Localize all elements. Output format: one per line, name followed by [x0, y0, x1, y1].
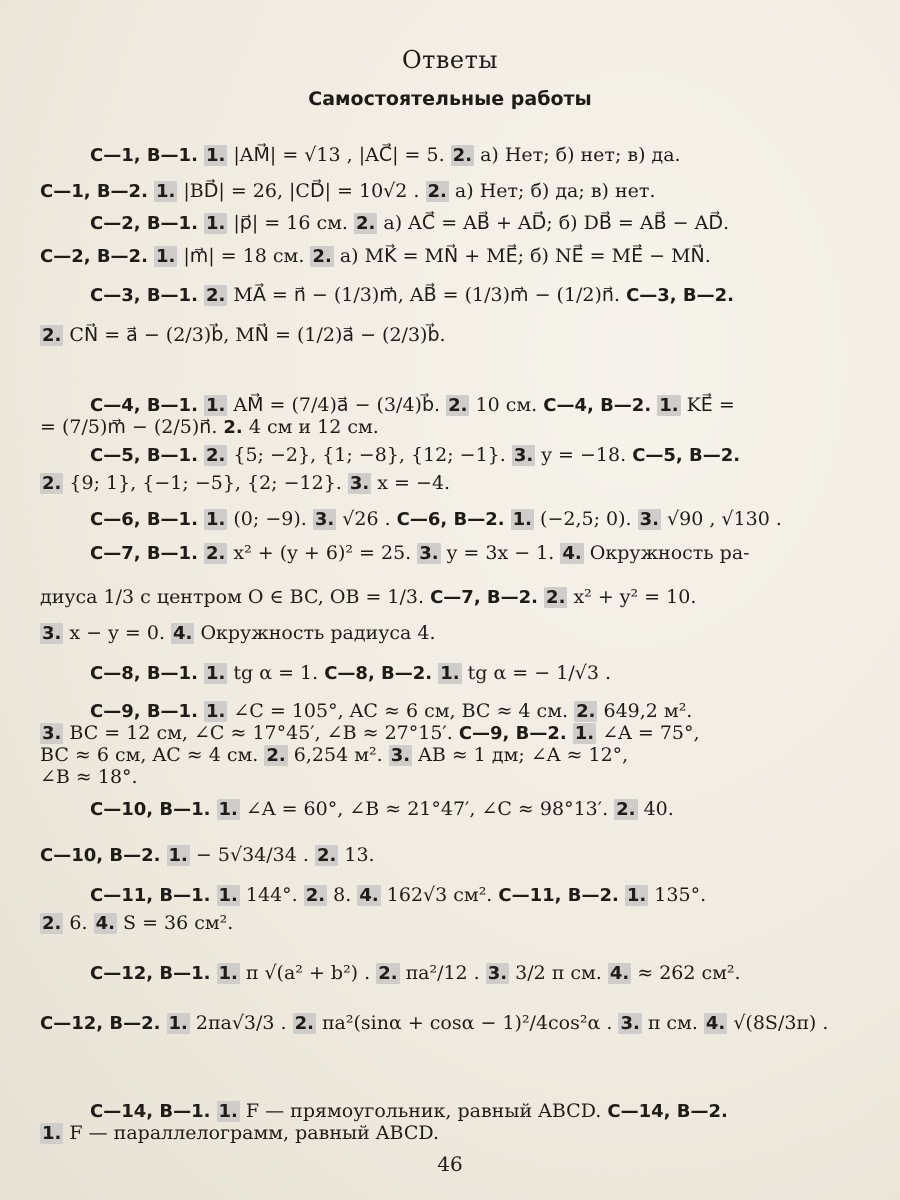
page-number: 46 — [437, 1152, 463, 1176]
variant-label: С—3, В—1. — [90, 285, 198, 306]
variant-label: С—4, В—1. — [90, 395, 198, 416]
answer-text — [619, 884, 625, 906]
answer-line — [40, 1120, 860, 1147]
answer-text — [160, 1012, 166, 1034]
answer-text: x = −4. — [371, 472, 451, 494]
answer-text: 13. — [338, 844, 375, 866]
task-number: 2. — [305, 885, 326, 906]
answer-text: BC ≈ 6 см, AC ≈ 4 см. — [40, 744, 265, 766]
task-number: 4. — [705, 1013, 726, 1034]
answer-line — [40, 470, 860, 497]
variant-label: С—1, В—2. — [40, 181, 148, 202]
answer-text: |p⃗| = 16 см. — [227, 212, 354, 234]
variant-label: С—9, В—1. — [90, 701, 198, 722]
variant-label: 2. — [223, 417, 243, 438]
answer-text: πa²(sinα + cosα − 1)²/4cos²α . — [316, 1012, 619, 1034]
answer-text: ∠A = 75°, — [596, 722, 700, 744]
answer-text: AB ≈ 1 дм; ∠A ≈ 12°, — [412, 744, 629, 766]
answer-line — [40, 243, 860, 270]
task-number: 3. — [42, 723, 62, 744]
answer-line — [40, 540, 900, 567]
answer-line — [40, 842, 860, 869]
task-number: 1. — [512, 509, 532, 530]
answer-line — [40, 142, 900, 169]
answer-text — [210, 798, 216, 820]
answer-text: 8. — [327, 884, 358, 906]
task-number: 1. — [168, 845, 188, 866]
answer-text: 6. — [63, 912, 94, 934]
task-number: 4. — [173, 623, 193, 644]
task-number: 3. — [314, 509, 335, 530]
answer-text: {5; −2}, {1; −8}, {12; −1}. — [227, 444, 512, 466]
variant-label: С—9, В—2. — [458, 723, 567, 744]
answer-text: |m⃗| = 18 см. — [177, 245, 311, 267]
task-number: 3. — [42, 623, 62, 644]
task-number: 3. — [487, 963, 508, 984]
task-number: 2. — [378, 963, 398, 984]
answer-text: ∠B ≈ 18°. — [40, 766, 138, 788]
answer-text: (−2,5; 0). — [534, 508, 638, 530]
answer-text — [210, 962, 216, 984]
task-number: 4. — [359, 885, 379, 906]
answer-text: Окружность радиуса 4. — [194, 622, 436, 644]
answer-text: ∠A = 60°, ∠B ≈ 21°47′, ∠C ≈ 98°13′. — [239, 798, 615, 820]
variant-label: С—2, В—2. — [40, 246, 148, 267]
variant-label: С—1, В—1. — [90, 145, 198, 166]
answer-text: 162√3 см². — [380, 884, 499, 906]
answer-text: πa²/12 . — [399, 962, 486, 984]
task-number: 3. — [639, 509, 659, 530]
answer-text: MA⃗ = n⃗ − (1/3)m⃗, AB⃗ = (1/3)m⃗ − (1/2)n⃗. — [227, 284, 627, 306]
variant-label: С—10, В—1. — [90, 799, 211, 820]
task-number: 4. — [609, 963, 630, 984]
task-number: 1. — [155, 181, 176, 202]
answer-text: tg α = − 1/√3 . — [461, 662, 611, 684]
answer-text: − 5√34/34 . — [189, 844, 315, 866]
variant-label: С—12, В—1. — [90, 963, 211, 984]
answer-text: 3/2 π см. — [509, 962, 608, 984]
task-number: 1. — [205, 213, 226, 234]
section-subtitle: Самостоятельные работы — [308, 88, 592, 110]
answer-text: S = 36 см². — [116, 912, 234, 934]
task-number: 1. — [218, 1101, 238, 1122]
answer-text: 649,2 м². — [597, 700, 693, 722]
task-number: 2. — [42, 913, 62, 934]
answer-text: {9; 1}, {−1; −5}, {2; −12}. — [63, 472, 348, 494]
answer-line — [40, 178, 860, 205]
task-number: 2. — [448, 395, 468, 416]
task-number: 1. — [574, 723, 595, 744]
task-number: 2. — [316, 845, 337, 866]
variant-label: С—14, В—1. — [90, 1101, 211, 1122]
answer-text: KE⃗ = — [680, 394, 735, 416]
answer-line — [40, 882, 900, 909]
answer-line — [40, 414, 860, 441]
variant-label: С—4, В—2. — [543, 395, 652, 416]
answer-text: 40. — [637, 798, 674, 820]
task-number: 2. — [546, 587, 566, 608]
variant-label: С—10, В—2. — [40, 845, 161, 866]
variant-label: С—11, В—1. — [90, 885, 211, 906]
answer-text: Окружность ра- — [583, 542, 750, 564]
answer-text: CN⃗ = a⃗ − (2/3)b⃗, MN⃗ = (1/2)a⃗ − (2/3)b⃗. — [63, 324, 446, 346]
answer-text: 4 см и 12 см. — [242, 416, 379, 438]
answer-text: 2πa√3/3 . — [189, 1012, 293, 1034]
answer-text — [160, 844, 166, 866]
variant-label: С—11, В—2. — [498, 885, 619, 906]
task-number: 2. — [42, 325, 62, 346]
answer-text: 135°. — [648, 884, 707, 906]
answer-text — [505, 508, 511, 530]
answer-text: а) Нет; б) нет; в) да. — [474, 144, 681, 166]
answer-text: x − y = 0. — [63, 622, 172, 644]
task-number: 4. — [95, 913, 115, 934]
task-number: 3. — [390, 745, 411, 766]
answer-text: F — прямоугольник, равный ABCD. — [239, 1100, 608, 1122]
task-number: 3. — [419, 543, 439, 564]
task-number: 1. — [155, 246, 176, 267]
task-number: 1. — [626, 885, 647, 906]
answer-text — [567, 722, 573, 744]
answer-text: y = −18. — [535, 444, 633, 466]
variant-label: С—5, В—2. — [632, 445, 741, 466]
task-number: 1. — [205, 509, 226, 530]
answer-line — [40, 1010, 860, 1037]
task-number: 1. — [205, 395, 226, 416]
task-number: 2. — [312, 246, 332, 267]
task-number: 1. — [205, 145, 226, 166]
task-number: 2. — [205, 445, 226, 466]
task-number: 1. — [218, 963, 238, 984]
task-number: 3. — [620, 1013, 640, 1034]
answer-text: а) AC⃗ = AB⃗ + AD⃗; б) DB⃗ = AB⃗ − AD⃗. — [377, 212, 730, 234]
answer-text: x² + y² = 10. — [567, 586, 697, 608]
answer-line — [40, 210, 900, 237]
answer-text: диуса 1/3 с центром O ∈ BC, OB = 1/3. — [40, 586, 431, 608]
task-number: 1. — [218, 885, 238, 906]
answer-text: √26 . — [336, 508, 397, 530]
task-number: 2. — [616, 799, 636, 820]
answer-text: F — параллелограмм, равный ABCD. — [63, 1122, 439, 1144]
answer-text: x² + (y + 6)² = 25. — [227, 542, 418, 564]
answer-text: y = 3x − 1. — [440, 542, 561, 564]
variant-label: С—6, В—2. — [396, 509, 505, 530]
variant-label: С—6, В—1. — [90, 509, 198, 530]
answer-line — [40, 322, 860, 349]
variant-label: С—7, В—2. — [430, 587, 538, 608]
task-number: 2. — [205, 543, 226, 564]
task-number: 3. — [513, 445, 534, 466]
task-number: 2. — [42, 473, 62, 494]
task-number: 2. — [452, 145, 473, 166]
task-number: 1. — [659, 395, 679, 416]
answer-text: √90 , √130 . — [660, 508, 782, 530]
answer-text: √(8S/3π) . — [727, 1012, 829, 1034]
answer-text — [210, 1100, 216, 1122]
answer-line — [40, 764, 860, 790]
task-number: 2. — [205, 285, 226, 306]
answer-text: (0; −9). — [227, 508, 313, 530]
answer-text: 6,254 м². — [287, 744, 389, 766]
task-number: 1. — [205, 701, 226, 722]
answer-text: AM⃗ = (7/4)a⃗ − (3/4)b⃗. — [227, 394, 447, 416]
answer-text — [210, 884, 216, 906]
answer-text: |BD⃗| = 26, |CD⃗| = 10√2 . — [177, 180, 426, 202]
answer-text: а) MK⃗ = MN⃗ + ME⃗; б) NE⃗ = ME⃗ − MN⃗. — [333, 245, 711, 267]
task-number: 1. — [205, 663, 226, 684]
answer-text: π √(a² + b²) . — [239, 962, 377, 984]
answer-text: ∠C = 105°, AC ≈ 6 см, BC ≈ 4 см. — [227, 700, 575, 722]
variant-label: С—3, В—2. — [626, 285, 734, 306]
answer-line — [40, 584, 860, 611]
answer-text: 10 см. — [469, 394, 544, 416]
task-number: 2. — [427, 181, 447, 202]
variant-label: С—12, В—2. — [40, 1013, 161, 1034]
task-number: 1. — [218, 799, 238, 820]
answer-text: π см. — [641, 1012, 704, 1034]
variant-label: С—8, В—1. — [90, 663, 198, 684]
answer-line — [40, 282, 900, 309]
task-number: 1. — [168, 1013, 188, 1034]
answer-line — [40, 442, 900, 469]
variant-label: С—5, В—1. — [90, 445, 198, 466]
page-title: Ответы — [401, 46, 499, 74]
variant-label: С—2, В—1. — [90, 213, 198, 234]
answer-text: 144°. — [239, 884, 304, 906]
task-number: 3. — [349, 473, 370, 494]
answer-line — [40, 960, 900, 987]
answer-text: = (7/5)m⃗ − (2/5)n⃗. — [40, 416, 224, 438]
variant-label: С—8, В—2. — [324, 663, 433, 684]
task-number: 4. — [562, 543, 582, 564]
answer-line — [40, 796, 900, 823]
answer-line — [40, 910, 860, 937]
answer-line — [40, 506, 900, 533]
task-number: 2. — [294, 1013, 314, 1034]
task-number: 2. — [576, 701, 596, 722]
answer-text: |AM⃗| = √13 , |AC⃗| = 5. — [227, 144, 451, 166]
answer-line — [40, 620, 860, 647]
answer-text: а) Нет; б) да; в) нет. — [448, 180, 656, 202]
task-number: 1. — [42, 1123, 62, 1144]
variant-label: С—14, В—2. — [607, 1101, 728, 1122]
answer-text: BC = 12 см, ∠C ≈ 17°45′, ∠B ≈ 27°15′. — [63, 722, 459, 744]
variant-label: С—7, В—1. — [90, 543, 198, 564]
task-number: 2. — [266, 745, 286, 766]
task-number: 2. — [355, 213, 376, 234]
answer-line — [40, 660, 900, 687]
answer-text: ≈ 262 см². — [631, 962, 741, 984]
task-number: 1. — [440, 663, 460, 684]
answer-text: tg α = 1. — [227, 662, 325, 684]
